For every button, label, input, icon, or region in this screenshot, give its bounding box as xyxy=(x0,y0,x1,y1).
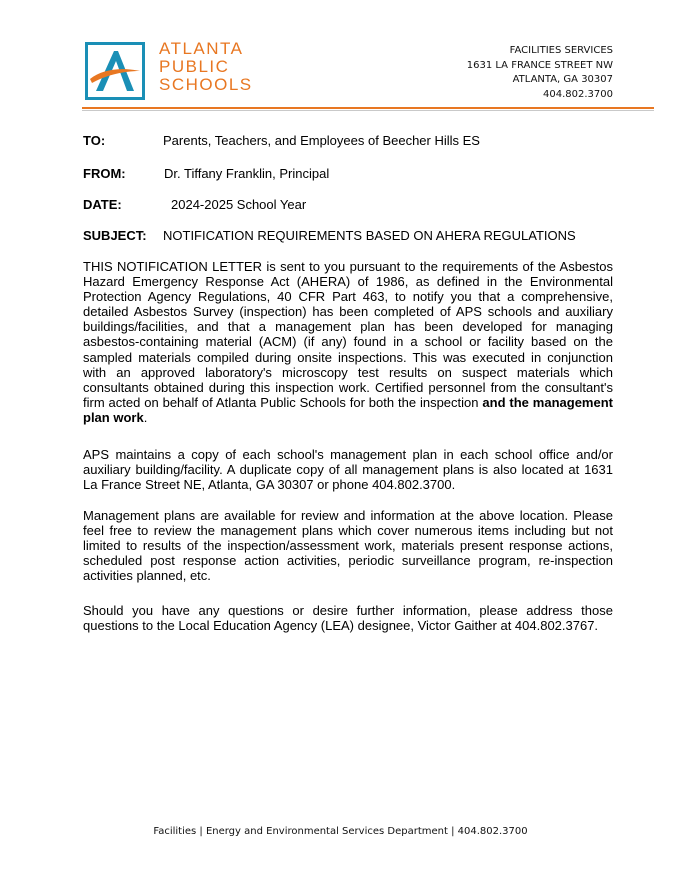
aps-logo xyxy=(85,39,253,102)
logo-a-icon xyxy=(88,45,142,97)
letterhead-divider xyxy=(82,107,654,109)
to-value: Parents, Teachers, and Employees of Beecher Hills ES xyxy=(163,133,480,148)
paragraph-2 xyxy=(83,447,613,492)
address-line-4: 404.802.3700 xyxy=(543,88,613,100)
from-value: Dr. Tiffany Franklin, Principal xyxy=(164,166,330,181)
letterhead-address xyxy=(467,44,613,102)
paragraph-4-text: Should you have any questions or desire further information, please address those questions to the Local Education Agency (LEA) designee, Victor Gaither at 404.802.3767. xyxy=(83,603,613,634)
paragraph-3-text: Management plans are available for review and information at the above location. Please feel free to review the management plans which cover numerous items including but not limited to results of the inspection/assessment work, materials present response actions, scheduled post response action activities, periodic surveillance program, re-inspection activities planned, etc. xyxy=(83,508,613,584)
date-value: 2024-2025 School Year xyxy=(171,197,307,212)
logo-wordmark xyxy=(159,40,253,94)
from-label: FROM: xyxy=(83,166,126,181)
paragraph-1 xyxy=(83,259,613,425)
subject-value: NOTIFICATION REQUIREMENTS BASED ON AHERA REGULATIONS xyxy=(163,228,576,243)
logo-mark xyxy=(85,42,145,100)
logo-line-2: PUBLIC xyxy=(159,57,230,76)
paragraph-2-text: APS maintains a copy of each school's management plan in each school office and/or auxiliary building/facility. A duplicate copy of all management plans is also located at 1631 La France Street NE, Atlanta, GA 30307 or phone 404.802.3700. xyxy=(83,447,613,493)
date-label: DATE: xyxy=(83,197,122,212)
paragraph-3 xyxy=(83,508,613,583)
address-line-1: FACILITIES SERVICES xyxy=(509,45,613,56)
letterhead-divider-shadow xyxy=(82,110,654,111)
address-line-3: ATLANTA, GA 30307 xyxy=(512,74,613,85)
subject-label: SUBJECT: xyxy=(83,228,147,243)
paragraph-1-text: THIS NOTIFICATION LETTER is sent to you pursuant to the requirements of the Asbestos Hazard Emergency Response Act (AHERA) of 1986, as defined in the Environmental Protection Agency Regulations, 40 CFR Part 463, to notify you that a comprehensive, detailed Asbestos Survey (inspection) has been completed of APS schools and auxiliary buildings/facilities, and that a management plan has been developed for managing asbestos-containing material (ACM) (if any) found in a school or facility based on the sampled materials compiled during onsite inspections. This was executed in conjunction with an approved laboratory's microscopy test results on suspect materials which consultants obtained during this inspection work. Certified personnel from the consultant's firm acted on behalf of Atlanta Public Schools for both the inspection xyxy=(83,259,613,410)
logo-line-3: SCHOOLS xyxy=(159,75,253,94)
page-footer: Facilities | Energy and Environmental Services Department | 404.802.3700 xyxy=(153,826,528,837)
paragraph-1-end: . xyxy=(143,409,148,425)
to-label: TO: xyxy=(83,133,106,148)
paragraph-4 xyxy=(83,603,613,633)
logo-line-1: ATLANTA xyxy=(159,39,244,58)
paragraph-1-bold: and the management plan work xyxy=(83,394,613,425)
address-line-2: 1631 LA FRANCE STREET NW xyxy=(466,59,613,71)
